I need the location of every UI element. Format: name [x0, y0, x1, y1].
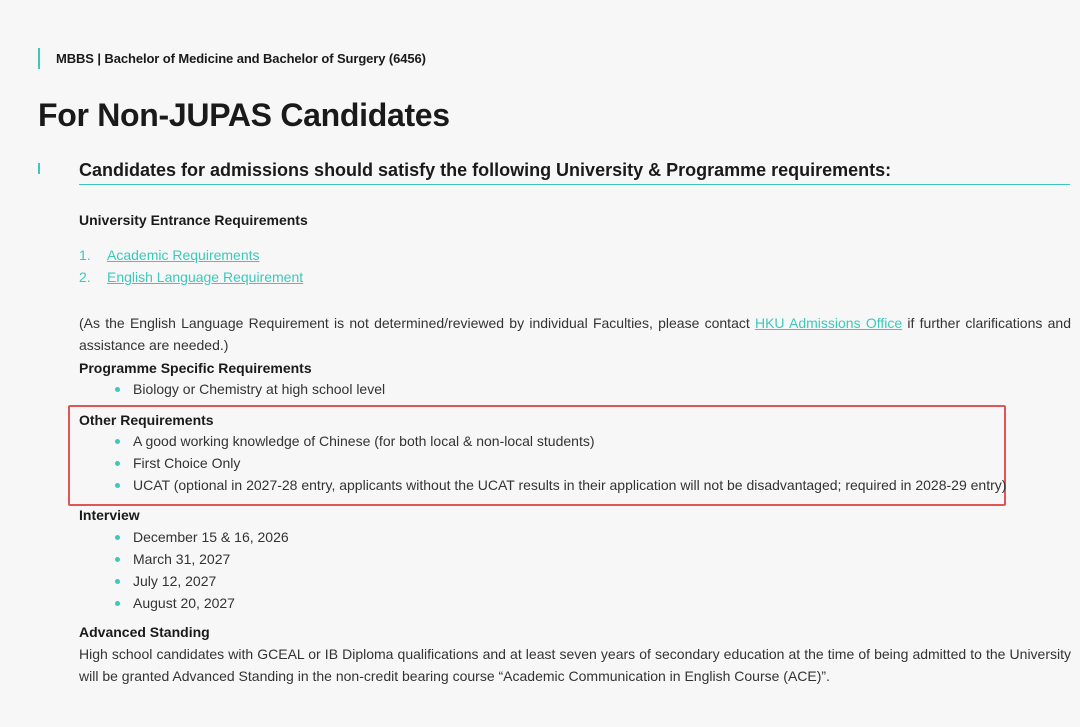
list-item [79, 570, 289, 592]
university-entrance-list [79, 244, 303, 288]
list-item-text: December 15 & 16, 2026 [133, 529, 289, 545]
english-requirement-note [79, 312, 1071, 356]
list-item [79, 592, 289, 614]
list-item [79, 266, 303, 288]
interview-list [79, 526, 289, 614]
bullet-icon [115, 579, 120, 584]
bullet-icon [115, 601, 120, 606]
list-item [79, 452, 1006, 474]
list-item [79, 244, 303, 266]
advanced-standing-heading: Advanced Standing [79, 624, 210, 640]
other-requirements-list [79, 430, 1006, 496]
breadcrumb: MBBS | Bachelor of Medicine and Bachelor of Surgery (6456) [38, 48, 426, 69]
programme-specific-list [79, 378, 385, 400]
interview-heading: Interview [79, 507, 140, 523]
list-item-text: UCAT (optional in 2027-28 entry, applicants without the UCAT results in their application will not be disadvantaged; required in 2028-29 entry) [133, 477, 1007, 493]
note-text: if further clarifications and assistance are needed.) [79, 315, 1071, 353]
list-item [79, 548, 289, 570]
bullet-icon [115, 483, 120, 488]
bullet-icon [115, 461, 120, 466]
programme-specific-heading: Programme Specific Requirements [79, 360, 312, 376]
list-item-text: July 12, 2027 [133, 573, 217, 589]
list-item-text: First Choice Only [133, 455, 241, 471]
section-marker [38, 163, 40, 174]
list-item-text: August 20, 2027 [133, 595, 235, 611]
list-item-text: March 31, 2027 [133, 551, 231, 567]
page-title: For Non-JUPAS Candidates [38, 97, 450, 133]
other-requirements-heading: Other Requirements [79, 412, 214, 428]
note-text: (As the English Language Requirement is not determined/reviewed by individual Faculties, please contact [79, 315, 755, 331]
academic-requirements-link[interactable]: Academic Requirements [107, 247, 260, 263]
hku-admissions-office-link[interactable]: HKU Admissions Office [754, 315, 903, 331]
english-language-requirement-link[interactable]: English Language Requirement [107, 269, 304, 285]
list-number: 2. [79, 269, 91, 285]
list-number: 1. [79, 247, 91, 263]
bullet-icon [115, 387, 120, 392]
advanced-standing-text: High school candidates with GCEAL or IB Diploma qualifications and at least seven years of secondary education at the time of being admitted to the University will be granted Advanced Standing in the non-credit bearing course “Academic Communication in English Course (ACE)”. [79, 646, 1071, 684]
bullet-icon [115, 439, 120, 444]
list-item [79, 378, 385, 400]
bullet-icon [115, 535, 120, 540]
list-item [79, 526, 289, 548]
list-item [79, 474, 1006, 496]
list-item-text: A good working knowledge of Chinese (for both local & non-local students) [133, 433, 595, 449]
list-item-text: Biology or Chemistry at high school level [133, 381, 386, 397]
section-heading: Candidates for admissions should satisfy the following University & Programme requirements: [79, 157, 1070, 185]
bullet-icon [115, 557, 120, 562]
list-item [79, 430, 1006, 452]
university-entrance-heading: University Entrance Requirements [79, 212, 308, 228]
